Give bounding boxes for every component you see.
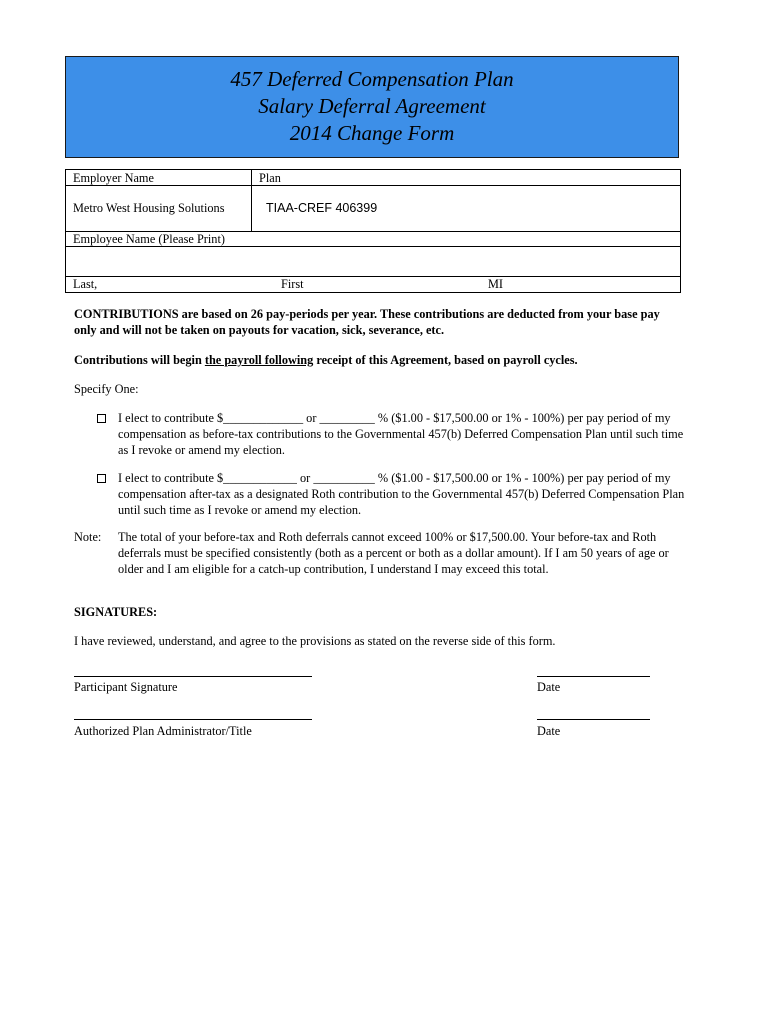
contributions-start-underlined: the payroll following [204, 353, 314, 367]
participant-date-label: Date [537, 680, 561, 694]
contributions-paragraph: CONTRIBUTIONS are based on 26 pay-periods per year. These contributions are deducted from your base pay only and will not be taken on payouts for vacation, sick, severance, etc. [74, 307, 660, 337]
employee-name-label: Employee Name (Please Print) [73, 232, 225, 246]
before-tax-checkbox[interactable] [97, 414, 106, 423]
signatures-statement: I have reviewed, understand, and agree to the provisions as stated on the reverse side of this form. [74, 634, 556, 648]
employee-info-table [65, 169, 681, 293]
admin-signature-label: Authorized Plan Administrator/Title [74, 724, 252, 738]
participant-date-line[interactable] [537, 676, 650, 677]
employee-name-field[interactable] [66, 247, 680, 276]
contributions-start-paragraph [74, 352, 684, 368]
roth-option-text: I elect to contribute $____________ or __________ % ($1.00 - $17,500.00 or 1% - 100%) per pay period of my compensation after-tax as a designated Roth contribution to the Governmental 457(b) Deferred Compensation Plan until such time as I revoke or amend my election. [118, 471, 685, 517]
specify-one-label: Specify One: [74, 382, 139, 396]
first-name-label: First [281, 277, 304, 291]
before-tax-option-text: I elect to contribute $_____________ or _________ % ($1.00 - $17,500.00 or 1% - 100%) per pay period of my compensation as before-tax contributions to the Governmental 457(b) Deferred Compensation Plan until such time as I revoke or amend my election. [118, 411, 684, 457]
admin-date-label: Date [537, 724, 561, 738]
plan-field[interactable]: TIAA-CREF 406399 [266, 201, 378, 215]
participant-signature-line[interactable] [74, 676, 312, 677]
participant-signature-label: Participant Signature [74, 680, 178, 694]
form-title-line-3: 2014 Change Form [289, 121, 455, 145]
form-title-line-1: 457 Deferred Compensation Plan [230, 67, 514, 91]
form-title-line-2: Salary Deferral Agreement [258, 94, 486, 118]
contributions-start-text: Contributions will begin [74, 353, 205, 367]
admin-date-line[interactable] [537, 719, 650, 720]
form-header [65, 56, 679, 158]
table-column-divider [251, 170, 252, 231]
note-label: Note: [74, 530, 102, 544]
middle-initial-label: MI [488, 277, 504, 291]
table-divider [66, 276, 680, 277]
admin-signature-line[interactable] [74, 719, 312, 720]
last-name-label: Last, [73, 277, 98, 291]
table-divider [66, 185, 680, 186]
employer-name-label: Employer Name [73, 171, 154, 185]
contributions-start-text-end: receipt of this Agreement, based on payroll cycles. [313, 353, 578, 367]
employer-name-field[interactable]: Metro West Housing Solutions [73, 201, 225, 215]
roth-checkbox[interactable] [97, 474, 106, 483]
note-text: The total of your before-tax and Roth deferrals cannot exceed 100% or $17,500.00. Your before-tax and Roth deferrals must be specified consistently (both as a percent or both as a dollar amount). If I am 50 years of age or older and I am eligible for a catch-up contribution, I understand I may exceed this total. [118, 530, 669, 576]
plan-label: Plan [259, 171, 281, 185]
signatures-heading: SIGNATURES: [74, 605, 158, 619]
